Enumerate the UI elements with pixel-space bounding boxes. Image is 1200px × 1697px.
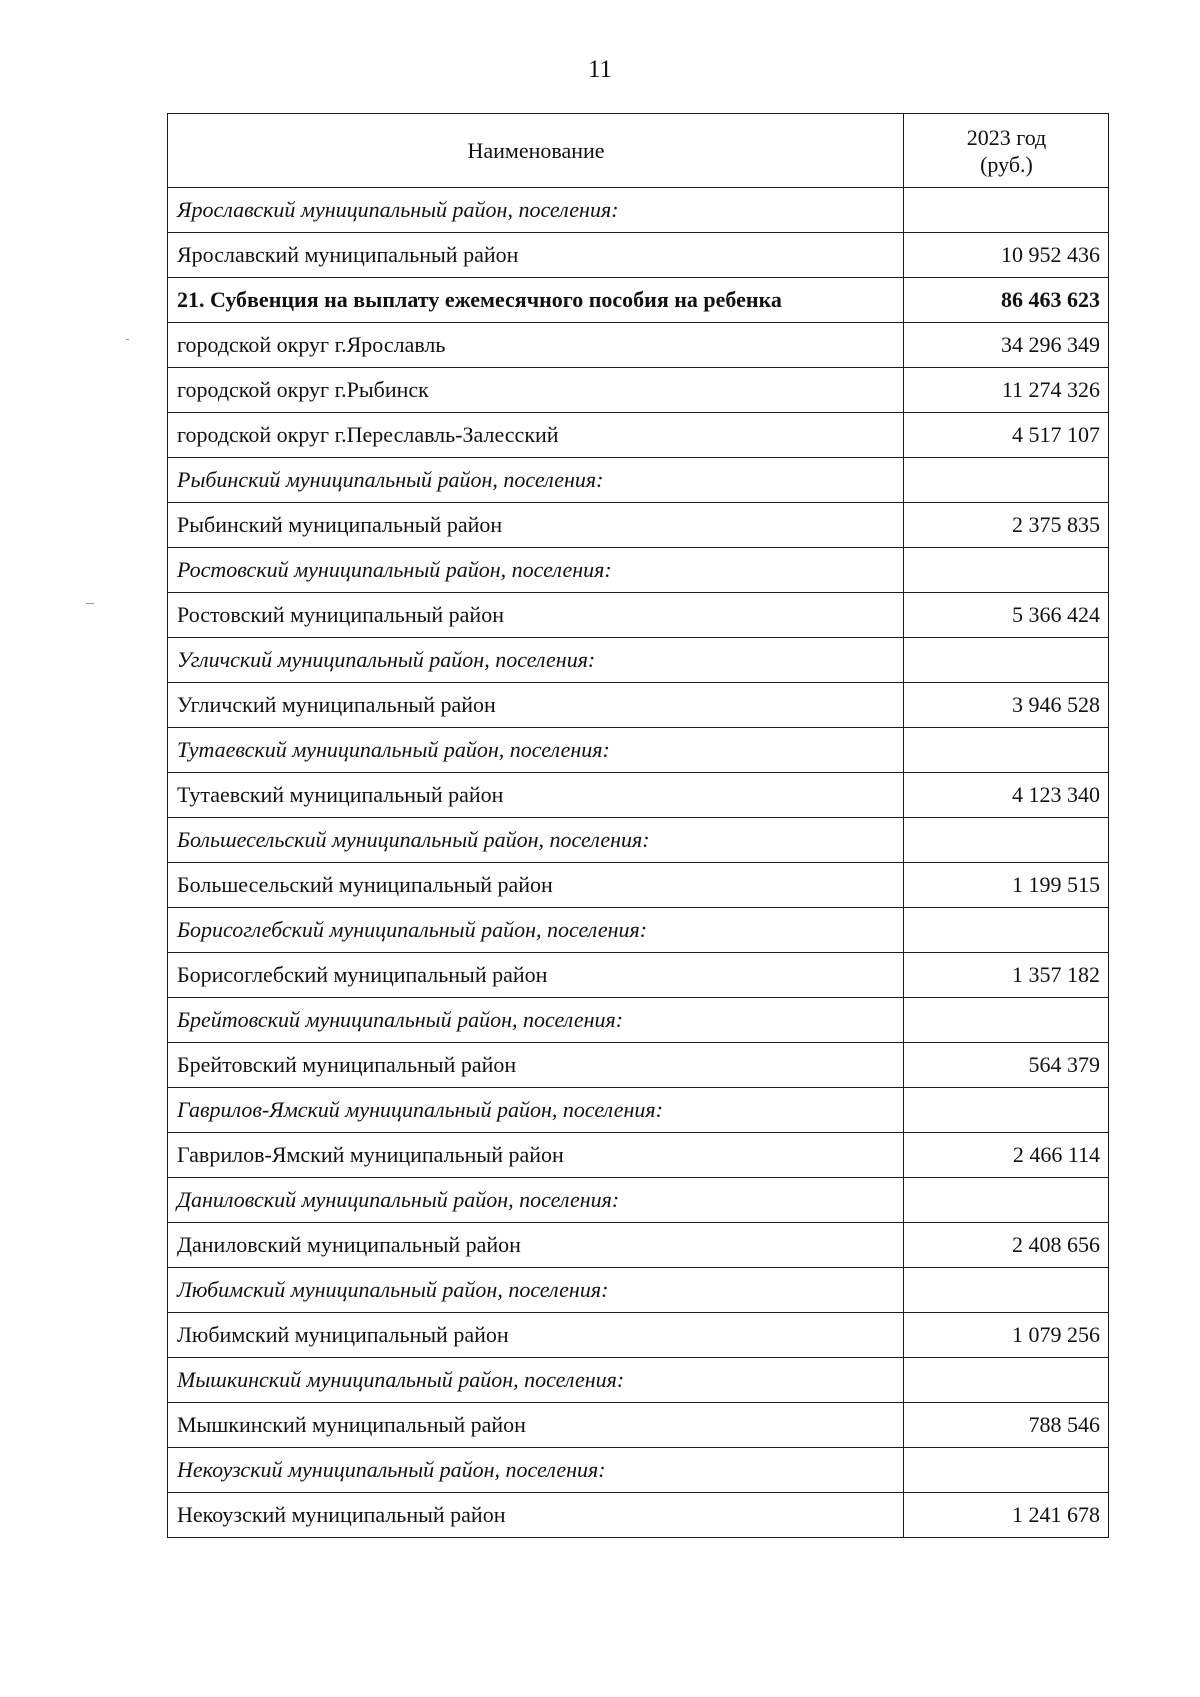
group-heading-row	[168, 908, 1109, 953]
group-heading-row	[168, 548, 1109, 593]
budget-table	[167, 113, 1109, 1538]
row-name: городской округ г.Ярославль	[168, 323, 904, 368]
table-row	[168, 503, 1109, 548]
row-amount: 34 296 349	[904, 323, 1109, 368]
section-row	[168, 278, 1109, 323]
group-heading-row	[168, 1358, 1109, 1403]
row-amount: 788 546	[904, 1403, 1109, 1448]
table-header	[168, 114, 1109, 188]
table-row	[168, 413, 1109, 458]
table-row	[168, 323, 1109, 368]
table-row	[168, 1133, 1109, 1178]
row-name: Рыбинский муниципальный район, поселения:	[168, 458, 904, 503]
row-name: городской округ г.Рыбинск	[168, 368, 904, 413]
row-name: Ярославский муниципальный район	[168, 233, 904, 278]
table-row	[168, 1403, 1109, 1448]
scan-mark	[126, 339, 129, 340]
row-name: Угличский муниципальный район	[168, 683, 904, 728]
row-amount: 4 123 340	[904, 773, 1109, 818]
row-name: Некоузский муниципальный район, поселения:	[168, 1448, 904, 1493]
table-row	[168, 1043, 1109, 1088]
row-amount: 2 408 656	[904, 1223, 1109, 1268]
group-heading-row	[168, 458, 1109, 503]
table-row	[168, 863, 1109, 908]
row-amount: 1 079 256	[904, 1313, 1109, 1358]
row-name: Даниловский муниципальный район, поселения:	[168, 1178, 904, 1223]
header-row	[168, 114, 1109, 188]
group-heading-row	[168, 1448, 1109, 1493]
row-name: Ростовский муниципальный район	[168, 593, 904, 638]
row-amount	[904, 1178, 1109, 1223]
row-name: Мышкинский муниципальный район	[168, 1403, 904, 1448]
row-amount: 3 946 528	[904, 683, 1109, 728]
table-row	[168, 773, 1109, 818]
row-amount	[904, 728, 1109, 773]
row-name: 21. Субвенция на выплату ежемесячного пособия на ребенка	[168, 278, 904, 323]
row-amount	[904, 548, 1109, 593]
table-row	[168, 1493, 1109, 1538]
page-number: 11	[587, 56, 613, 83]
row-amount	[904, 638, 1109, 683]
header-amount	[904, 114, 1109, 188]
group-heading-row	[168, 1088, 1109, 1133]
row-name: Брейтовский муниципальный район	[168, 1043, 904, 1088]
group-heading-row	[168, 1178, 1109, 1223]
row-amount: 564 379	[904, 1043, 1109, 1088]
row-amount	[904, 818, 1109, 863]
table-row	[168, 683, 1109, 728]
row-name: Брейтовский муниципальный район, поселения:	[168, 998, 904, 1043]
row-amount: 10 952 436	[904, 233, 1109, 278]
row-amount	[904, 1358, 1109, 1403]
row-name: Угличский муниципальный район, поселения:	[168, 638, 904, 683]
row-amount	[904, 1448, 1109, 1493]
row-name: Некоузский муниципальный район	[168, 1493, 904, 1538]
row-amount	[904, 458, 1109, 503]
table-row	[168, 1313, 1109, 1358]
row-amount	[904, 908, 1109, 953]
row-name: Гаврилов-Ямский муниципальный район, поселения:	[168, 1088, 904, 1133]
table-row	[168, 1223, 1109, 1268]
row-name: Тутаевский муниципальный район	[168, 773, 904, 818]
table-body	[168, 188, 1109, 1538]
row-name: городской округ г.Переславль-Залесский	[168, 413, 904, 458]
table-row	[168, 953, 1109, 998]
row-name: Большесельский муниципальный район	[168, 863, 904, 908]
row-name: Мышкинский муниципальный район, поселения:	[168, 1358, 904, 1403]
group-heading-row	[168, 188, 1109, 233]
row-amount: 4 517 107	[904, 413, 1109, 458]
group-heading-row	[168, 728, 1109, 773]
row-amount: 1 357 182	[904, 953, 1109, 998]
row-amount: 2 466 114	[904, 1133, 1109, 1178]
row-name: Борисоглебский муниципальный район	[168, 953, 904, 998]
row-amount	[904, 1268, 1109, 1313]
row-name: Борисоглебский муниципальный район, поселения:	[168, 908, 904, 953]
row-name: Большесельский муниципальный район, поселения:	[168, 818, 904, 863]
row-name: Любимский муниципальный район, поселения:	[168, 1268, 904, 1313]
group-heading-row	[168, 1268, 1109, 1313]
row-name: Ростовский муниципальный район, поселения:	[168, 548, 904, 593]
header-name: Наименование	[168, 114, 904, 188]
group-heading-row	[168, 638, 1109, 683]
row-amount: 11 274 326	[904, 368, 1109, 413]
row-name: Рыбинский муниципальный район	[168, 503, 904, 548]
row-name: Тутаевский муниципальный район, поселения:	[168, 728, 904, 773]
row-amount	[904, 998, 1109, 1043]
scan-mark	[86, 603, 94, 604]
row-amount: 86 463 623	[904, 278, 1109, 323]
header-amount-unit: (руб.)	[980, 151, 1033, 177]
table-row	[168, 593, 1109, 638]
row-amount	[904, 1088, 1109, 1133]
row-amount: 5 366 424	[904, 593, 1109, 638]
row-amount: 1 241 678	[904, 1493, 1109, 1538]
row-name: Любимский муниципальный район	[168, 1313, 904, 1358]
header-amount-year: 2023 год	[966, 124, 1047, 150]
group-heading-row	[168, 998, 1109, 1043]
group-heading-row	[168, 818, 1109, 863]
row-amount	[904, 188, 1109, 233]
row-amount: 1 199 515	[904, 863, 1109, 908]
table-row	[168, 233, 1109, 278]
row-name: Даниловский муниципальный район	[168, 1223, 904, 1268]
row-amount: 2 375 835	[904, 503, 1109, 548]
row-name: Гаврилов-Ямский муниципальный район	[168, 1133, 904, 1178]
table-row	[168, 368, 1109, 413]
row-name: Ярославский муниципальный район, поселения:	[168, 188, 904, 233]
